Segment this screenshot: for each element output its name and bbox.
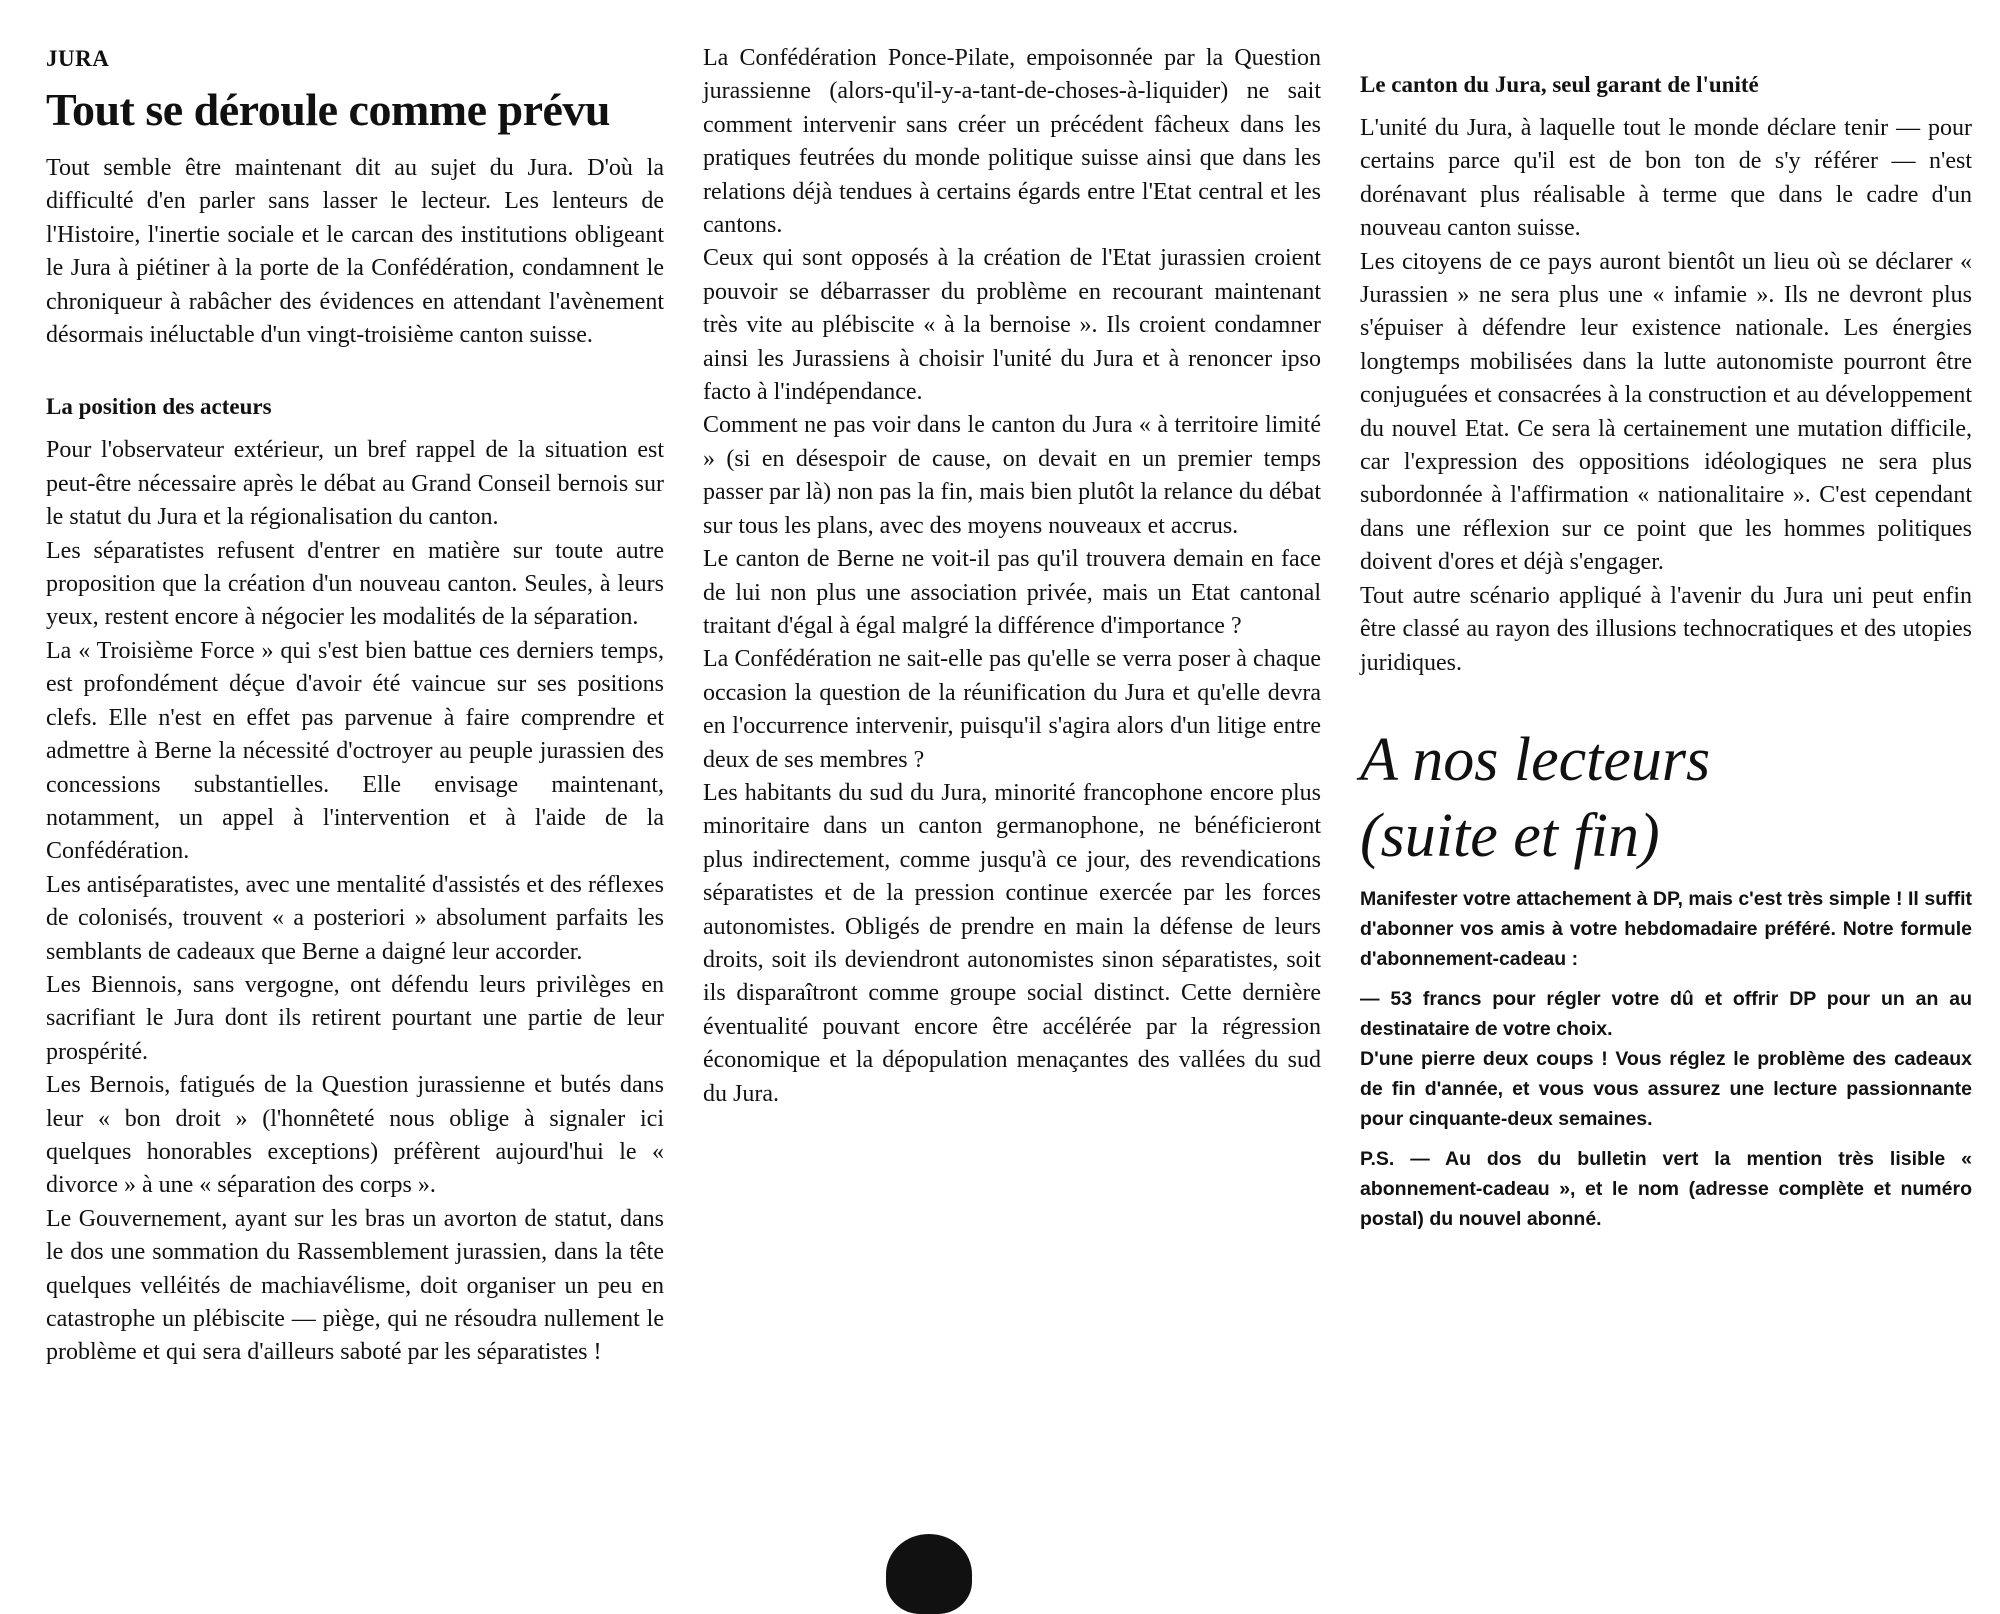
readers-box-title-line2: (suite et fin) [1360, 801, 1660, 870]
paragraph: Le Gouvernement, ayant sur les bras un avorton de statut, dans le dos une sommation du Rassemblement jurassien, dans la tête quelques velléités de machiavélisme, doit organiser un peu en catastrophe un plébiscite — piège, qui ne résoudra nullement le problème et qui sera d'ailleurs saboté par les séparatistes ! [46, 1205, 664, 1366]
subheading-canton-unite: Le canton du Jura, seul garant de l'unité [1360, 72, 1759, 97]
ink-blot-icon [886, 1534, 972, 1614]
paragraph: Pour l'observateur extérieur, un bref rappel de la situation est peut-être nécessaire après le débat au Grand Conseil bernois sur le statut du Jura et la régionalisation du canton. [46, 437, 664, 531]
article-title: Tout se déroule comme prévu [46, 84, 611, 135]
readers-box-paragraph: D'une pierre deux coups ! Vous réglez le problème des cadeaux de fin d'année, et vous vous assurez une lecture passionnante pour cinquante-deux semaines. [1360, 1047, 1972, 1130]
paragraph: Les Biennois, sans vergogne, ont défendu leurs privilèges en sacrifiant le Jura dont ils retirent pourtant une partie de leur prospérité. [46, 971, 664, 1065]
paragraph: Les habitants du sud du Jura, minorité francophone encore plus minoritaire dans un canton germanophone, ne bénéficieront plus indirectement, comme jusqu'à ce jour, des revendications séparatistes et de la pression continue exercée par les forces autonomistes. Obligés de prendre en main la défense de leurs droits, soit ils deviendront autonomistes sinon séparatistes, soit ils disparaîtront comme groupe social distinct. Cette dernière éventualité pouvant encore être accélérée par la régression économique et la dépopulation menaçantes des vallées du sud du Jura. [703, 779, 1321, 1107]
subheading-position-acteurs: La position des acteurs [46, 394, 272, 420]
paragraph: Les antiséparatistes, avec une mentalité d'assistés et des réflexes de colonisés, trouvent « a posteriori » absolument parfaits les semblants de cadeaux que Berne a daigné leur accorder. [46, 871, 664, 965]
readers-box-paragraph: Manifester votre attachement à DP, mais c'est très simple ! Il suffit d'abonner vos amis à votre hebdomadaire préféré. Notre formule d'abonnement-cadeau : [1360, 887, 1972, 970]
readers-box-title-line1: A nos lecteurs [1360, 725, 1711, 794]
paragraph: La Confédération Ponce-Pilate, empoisonnée par la Question jurassienne (alors-qu'il-y-a-tant-de-choses-à-liquider) ne sait comment intervenir sans créer un précédent fâcheux dans les pratiques feutrées du monde politique suisse ainsi que dans les relations déjà tendues à certains égards entre l'Etat central et les cantons. [703, 45, 1321, 239]
readers-box-title [1360, 722, 1972, 874]
readers-box-paragraph: — 53 francs pour régler votre dû et offrir DP pour un an au destinataire de votre choix. [1360, 987, 1972, 1040]
paragraph: Les Bernois, fatigués de la Question jurassienne et butés dans leur « bon droit » (l'honnêteté nous oblige à signaler ici quelques honorables exceptions) préfèrent aujourd'hui le « divorce » à une « séparation des corps ». [46, 1072, 664, 1199]
paragraph: L'unité du Jura, à laquelle tout le monde déclare tenir — pour certains parce qu'il est de bon ton de s'y référer — n'est dorénavant plus réalisable à terme que dans le cadre d'un nouveau canton suisse. [1360, 115, 1972, 242]
readers-box-paragraph: P.S. — Au dos du bulletin vert la mention très lisible « abonnement-cadeau », et le nom (adresse complète et numéro postal) du nouvel abonné. [1360, 1147, 1972, 1230]
column-1 [46, 42, 664, 1370]
paragraph: Les citoyens de ce pays auront bientôt un lieu où se déclarer « Jurassien » ne sera plus une « infamie ». Ils ne devront plus s'épuiser à défendre leur existence nationale. Les énergies longtemps mobilisées dans la lutte autonomiste pourront être conjuguées et consacrées à la construction et au développement du nouvel Etat. Ce sera là certainement une mutation difficile, car l'expression des oppositions idéologiques ne sera plus subordonnée à l'affirmation « nationalitaire ». C'est cependant dans une réflexion sur ce point que les hommes politiques doivent d'ores et déjà s'engager. [1360, 248, 1972, 576]
paragraph: La Confédération ne sait-elle pas qu'elle se verra poser à chaque occasion la question de la réunification du Jura et qu'elle devra en l'occurrence intervenir, puisqu'il s'agira alors d'un litige entre deux de ses membres ? [703, 646, 1321, 773]
paragraph: La « Troisième Force » qui s'est bien battue ces derniers temps, est profondément déçue d'avoir été vaincue sur ses positions clefs. Elle n'est en effet pas parvenue à faire comprendre et admettre à Berne la nécessité d'octroyer au peuple jurassien des concessions substantielles. Elle envisage maintenant, notamment, un appel à l'intervention et à l'aide de la Confédération. [46, 637, 664, 865]
paragraph: Comment ne pas voir dans le canton du Jura « à territoire limité » (si en désespoir de cause, on devait en un premier temps passer par là) non pas la fin, mais bien plutôt la relance du débat sur tous les plans, avec des moyens nouveaux et accrus. [703, 412, 1321, 539]
section-kicker: JURA [46, 46, 110, 71]
paragraph: Tout autre scénario appliqué à l'avenir du Jura uni peut enfin être classé au rayon des illusions technocratiques et des utopies juridiques. [1360, 582, 1972, 676]
intro-paragraph: Tout semble être maintenant dit au sujet du Jura. D'où la difficulté d'en parler sans lasser le lecteur. Les lenteurs de l'Histoire, l'inertie sociale et le carcan des institutions obligeant le Jura à piétiner à la porte de la Confédération, condamnent le chroniqueur à rabâcher des évidences en attendant l'avènement désormais inéluctable d'un vingt-troisième canton suisse. [46, 155, 664, 349]
column-3 [1360, 42, 1972, 1234]
paragraph: Les séparatistes refusent d'entrer en matière sur toute autre proposition que la création d'un nouveau canton. Seules, à leurs yeux, restent encore à négocier les modalités de la séparation. [46, 537, 664, 631]
column-2 [703, 42, 1321, 1111]
paragraph: Ceux qui sont opposés à la création de l'Etat jurassien croient pouvoir se débarrasser du problème en recourant maintenant très vite au plébiscite « à la bernoise ». Ils croient condamner ainsi les Jurassiens à choisir l'unité du Jura et à renoncer ipso facto à l'indépendance. [703, 245, 1321, 406]
paragraph: Le canton de Berne ne voit-il pas qu'il trouvera demain en face de lui non plus une association privée, mais un Etat cantonal traitant d'égal à égal malgré la différence d'importance ? [703, 546, 1321, 639]
